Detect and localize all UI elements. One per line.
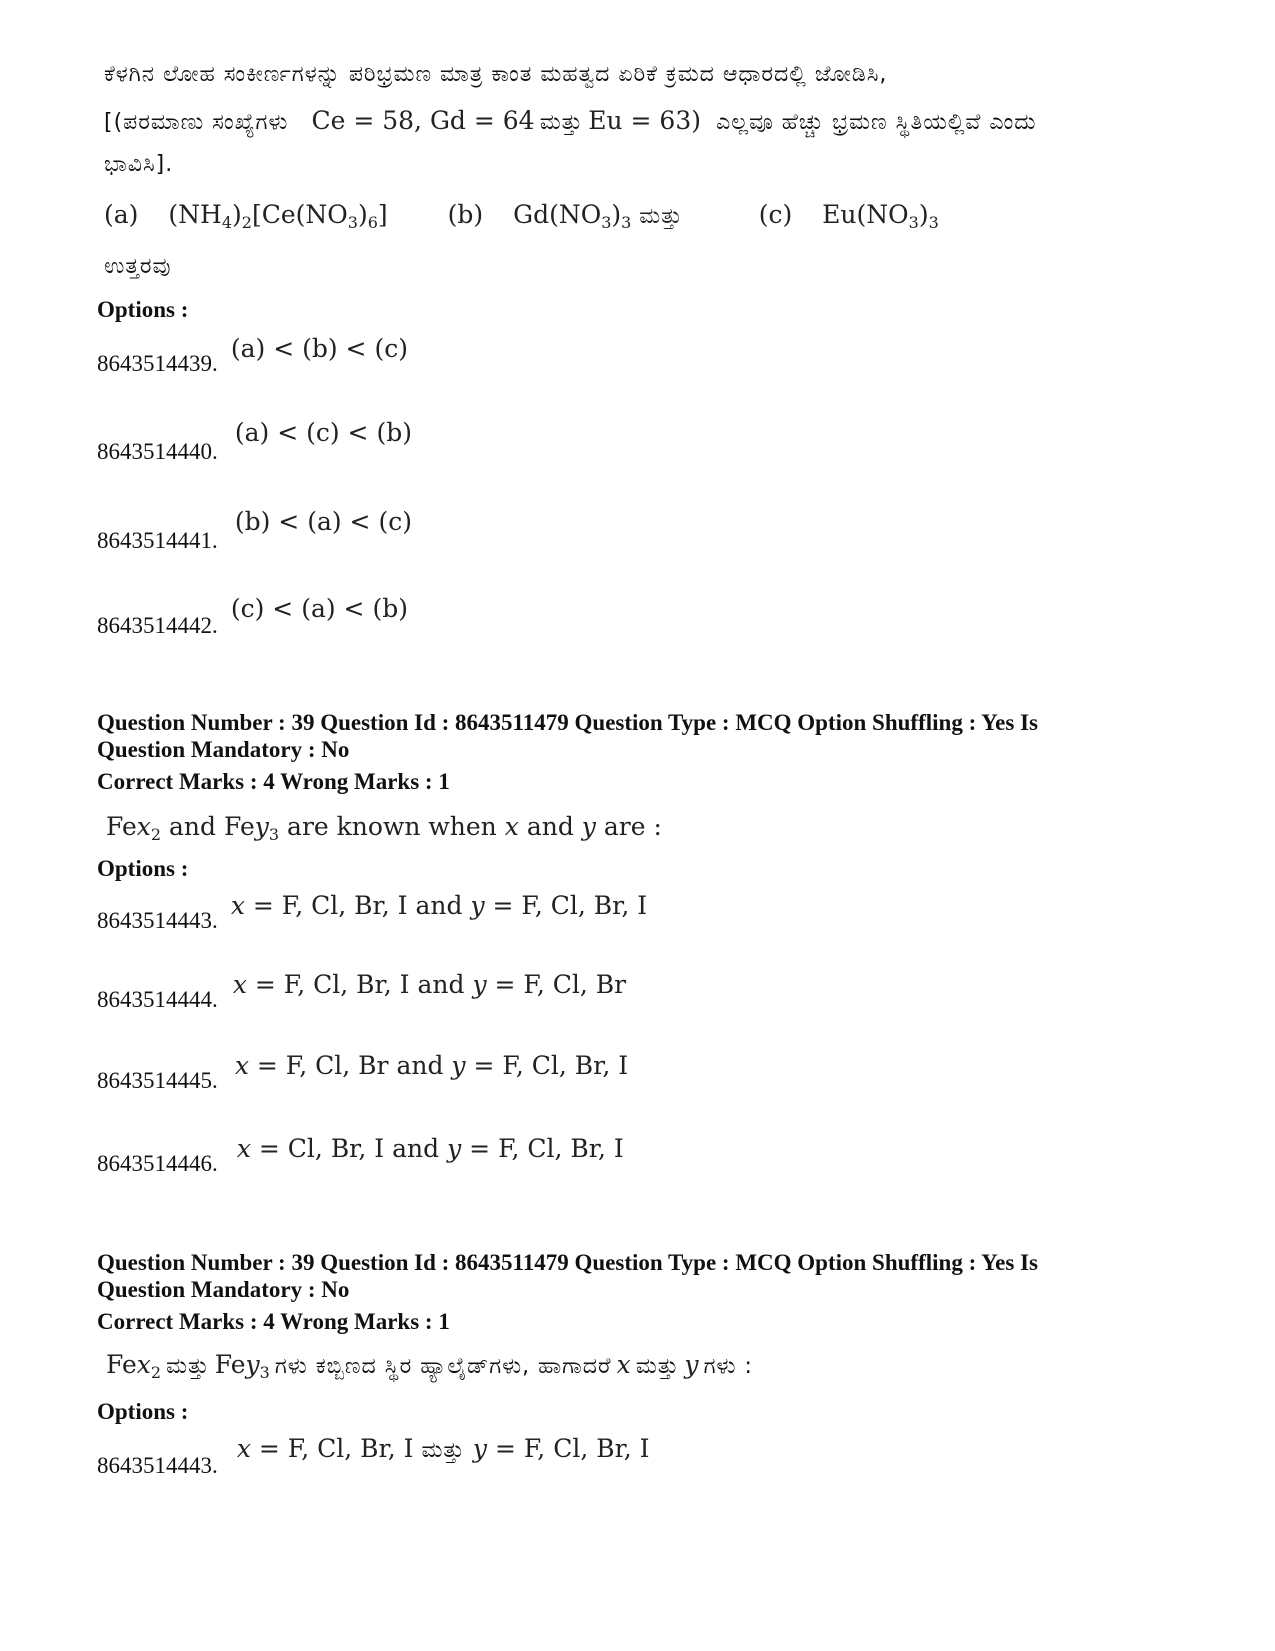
- q38-option-4[interactable]: [97, 594, 408, 638]
- q39-en-stem: Fex$_2$ and Fey$_3$ are known when x and y are :: [106, 812, 662, 844]
- q38-option-2[interactable]: [97, 418, 412, 464]
- fey3-formula: Fey$_3$: [214, 1350, 270, 1382]
- option-text: (c) < (a) < (b): [230, 594, 408, 623]
- option-id: 8643514441.: [97, 528, 218, 553]
- fex2-formula: Fex$_2$: [106, 812, 162, 844]
- q39-kn-options-label: Options :: [97, 1399, 189, 1424]
- option-id: 8643514443.: [97, 1453, 218, 1478]
- option-id: 8643514439.: [97, 351, 218, 376]
- q39-kn-stem: Fex$_2$ ಮತ್ತು Fey$_3$ ಗಳು ಕಬ್ಬಿಣದ ಸ್ಥಿರ ಹ್ಯಾಲೈಡ್‌ಗಳು, ಹಾಗಾದರೆ x ಮತ್ತು y ಗಳು :: [106, 1350, 753, 1382]
- q39-en-option-3[interactable]: 8643514445. x = F, Cl, Br and y = F, Cl, Br, I: [97, 1051, 629, 1093]
- q39-en-option-1[interactable]: 8643514443. x = F, Cl, Br, I and y = F, Cl, Br, I: [97, 891, 648, 933]
- fey3-formula: Fey$_3$: [224, 812, 280, 844]
- q39-kn-header-line2: Question Mandatory : No: [97, 1277, 350, 1302]
- q38-eu-value: Eu = 63): [588, 106, 701, 135]
- option-text: (a) < (b) < (c): [230, 334, 408, 363]
- q38-stem-line2: [104, 106, 1036, 135]
- option-id: 8643514442.: [97, 613, 218, 638]
- q39-en-marks: Correct Marks : 4 Wrong Marks : 1: [97, 769, 450, 794]
- item-a-formula: $(NH_4)_2[Ce(NO_3)_6]$: [168, 200, 388, 232]
- fex2-formula: Fex$_2$: [106, 1350, 162, 1382]
- q39-en-option-2[interactable]: 8643514444. x = F, Cl, Br, I and y = F, Cl, Br: [97, 970, 627, 1012]
- q38-items-row: [104, 200, 939, 232]
- option-id: 8643514445.: [97, 1068, 218, 1093]
- q38-option-1[interactable]: [97, 334, 408, 376]
- option-id: 8643514443.: [97, 908, 218, 933]
- q39-en-option-4[interactable]: 8643514446. x = Cl, Br, I and y = F, Cl, Br, I: [97, 1134, 624, 1176]
- q39-en-header-line2: Question Mandatory : No: [97, 737, 350, 762]
- q38-option-3[interactable]: [97, 507, 412, 553]
- q38-and-word: ಮತ್ತು: [539, 110, 584, 135]
- q38-high-spin-text: ಎಲ್ಲವೂ ಹೆಚ್ಚು ಭ್ರಮಣ ಸ್ಥಿತಿಯಲ್ಲಿವೆ ಎಂದು: [716, 110, 1037, 135]
- q39-en-options-label: Options :: [97, 856, 189, 881]
- q38-atomic-numbers-label: [(ಪರಮಾಣು ಸಂಖ್ಯೆಗಳು: [104, 110, 289, 135]
- item-c-formula: $Eu(NO_3)_3$: [822, 200, 939, 232]
- q39-kn-option-1[interactable]: 8643514443. x = F, Cl, Br, I ಮತ್ತು y = F, Cl, Br, I: [97, 1434, 650, 1478]
- q39-en-header-line1: Question Number : 39 Question Id : 8643511479 Question Type : MCQ Option Shuffling : Yes Is: [97, 710, 1038, 735]
- option-text: (b) < (a) < (c): [234, 507, 412, 536]
- option-id: 8643514446.: [97, 1151, 218, 1176]
- q39-kn-marks: Correct Marks : 4 Wrong Marks : 1: [97, 1309, 450, 1334]
- q38-stem-line3: ಭಾವಿಸಿ].: [104, 152, 174, 177]
- q39-kn-header-line1: Question Number : 39 Question Id : 8643511479 Question Type : MCQ Option Shuffling : Yes Is: [97, 1250, 1038, 1275]
- item-b-formula: $Gd(NO_3)_3$: [513, 200, 632, 232]
- item-a-label: (a): [104, 200, 139, 229]
- item-b-and-word: ಮತ್ತು: [639, 204, 683, 229]
- q38-ce-gd-values: Ce = 58, Gd = 64: [311, 106, 535, 135]
- option-text: (a) < (c) < (b): [234, 418, 412, 447]
- option-id: 8643514440.: [97, 439, 218, 464]
- item-b-label: (b): [447, 200, 484, 229]
- option-id: 8643514444.: [97, 987, 218, 1012]
- q38-options-label: Options :: [97, 297, 189, 322]
- q38-stem-line1: ಕೆಳಗಿನ ಲೋಹ ಸಂಕೀರ್ಣಗಳನ್ನು ಪರಿಭ್ರಮಣ ಮಾತ್ರ ಕಾಂತ ಮಹತ್ವದ ಏರಿಕೆ ಕ್ರಮದ ಆಧಾರದಲ್ಲಿ ಜೋಡಿಸಿ,: [104, 62, 888, 87]
- q38-answer-word: ಉತ್ತರವು: [104, 254, 172, 279]
- item-c-label: (c): [758, 200, 793, 229]
